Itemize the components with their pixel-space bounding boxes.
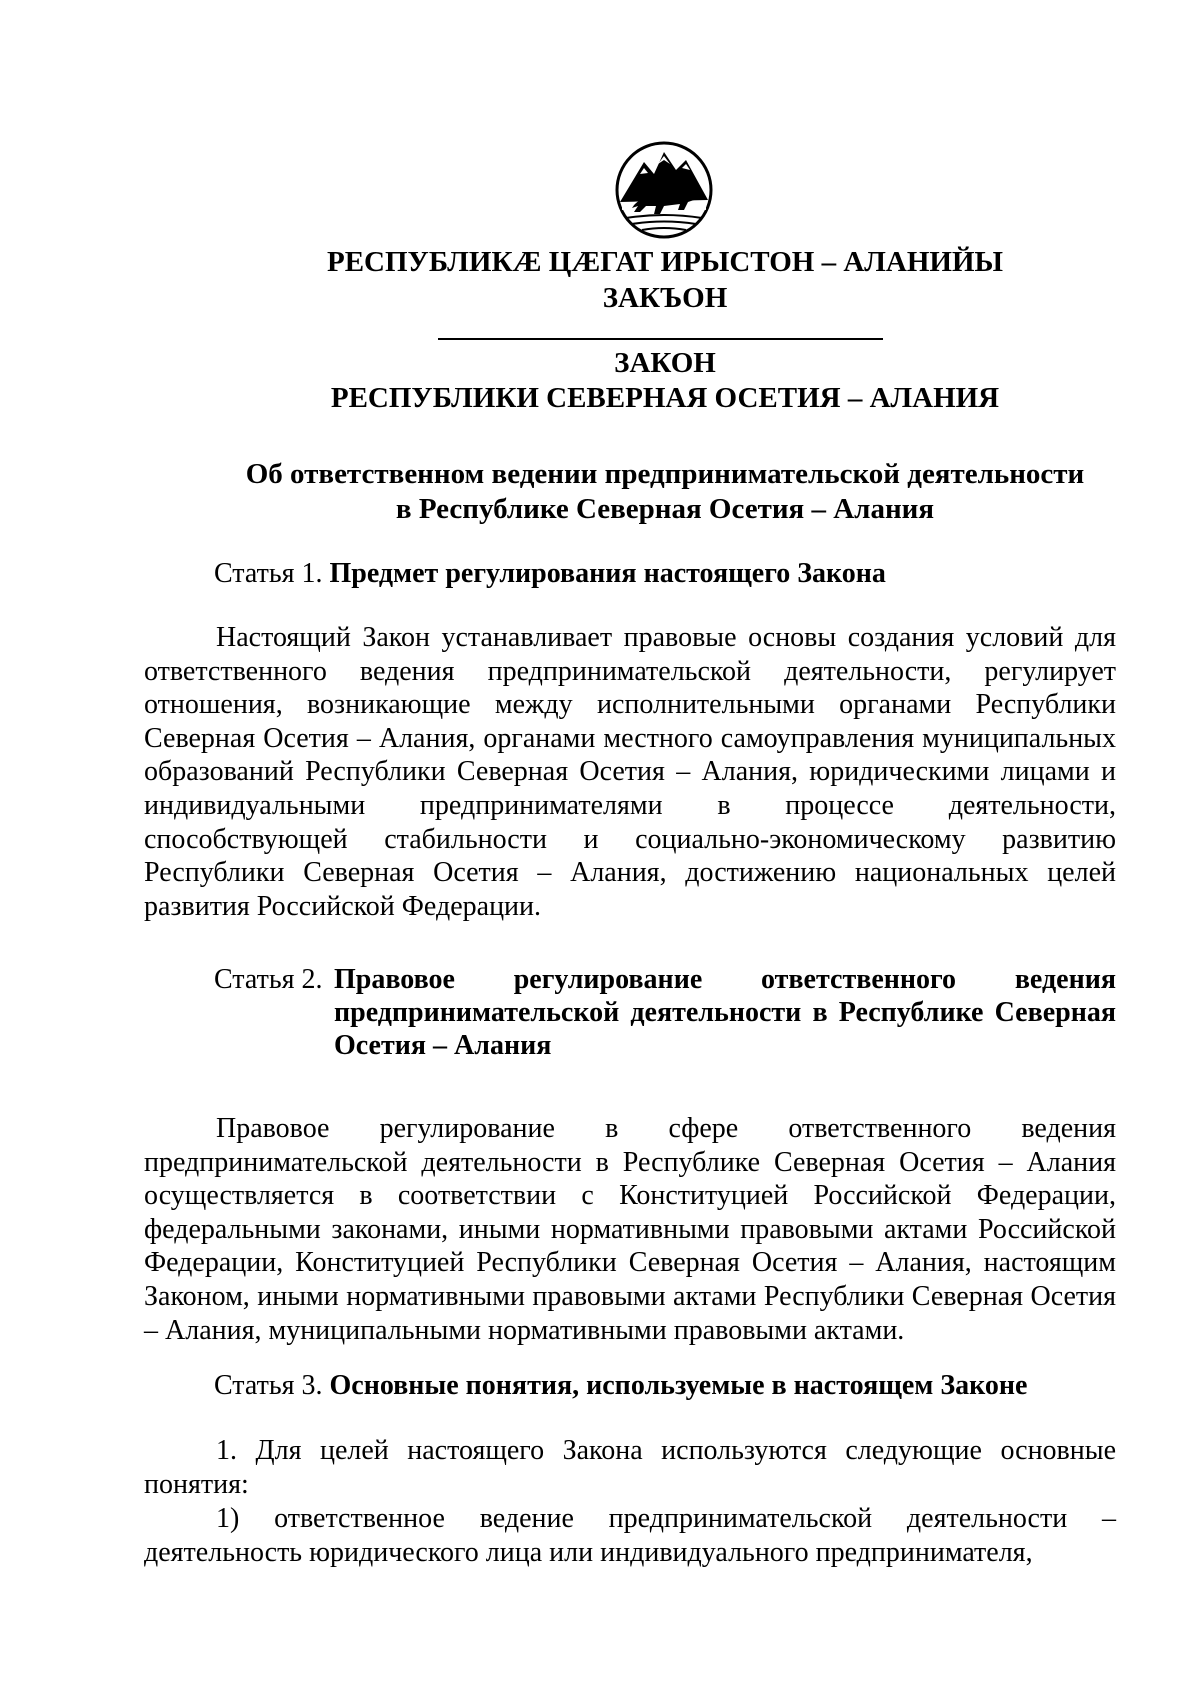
article3-title: Основные понятия, используемые в настоящем Законе <box>329 1370 1028 1401</box>
article1-title: Предмет регулирования настоящего Закона <box>329 558 886 589</box>
ossetian-title-line1: РЕСПУБЛИКÆ ЦÆГАТ ИРЫСТОН – АЛАНИЙЫ <box>327 246 1003 278</box>
article2-label: Статья 2. <box>214 964 323 995</box>
article3-subpoint1: 1) ответственное ведение предпринимательской деятельности – деятельность юридического лица или индивидуального предпринимателя, <box>144 1503 1116 1568</box>
article1-heading <box>214 557 886 590</box>
law-title-line1: Об ответственном ведении предпринимательской деятельности <box>245 458 1085 490</box>
article1-text: Настоящий Закон устанавливает правовые основы создания условий для ответственного ведения предпринимательской деятельности, регулирует отношения, возникающие между исполнительными органами Республики Северная Осетия – Алания, органами местного самоуправления муниципальных образований Республики Северная Осетия – Алания, юридическими лицами и индивидуальными предпринимателями в процессе деятельности, способствующей стабильности и социально-экономическому развитию Республики Северная Осетия – Алания, достижению национальных целей развития Российской Федерации. <box>144 622 1116 922</box>
law-title-line2: в Республике Северная Осетия – Алания <box>395 493 935 525</box>
article2-text: Правовое регулирование в сфере ответственного ведения предпринимательской деятельности в Республике Северная Осетия – Алания осуществляется в соответствии с Конституцией Российской Федерации, федеральными законами, иными нормативными правовыми актами Российской Федерации, Конституцией Республики Северная Осетия – Алания, настоящим Законом, иными нормативными правовыми актами Республики Северная Осетия – Алания, муниципальными нормативными правовыми актами. <box>144 1113 1116 1346</box>
article3-heading <box>214 1369 1027 1402</box>
article3-point1: 1. Для целей настоящего Закона используются следующие основные понятия: <box>144 1435 1116 1500</box>
ossetian-title-line2: ЗАКЪОН <box>602 282 728 314</box>
russian-title-line1: ЗАКОН <box>614 347 716 379</box>
coat-of-arms-icon <box>614 140 714 240</box>
title-divider <box>438 338 883 340</box>
russian-title-line2: РЕСПУБЛИКИ СЕВЕРНАЯ ОСЕТИЯ – АЛАНИЯ <box>330 382 1000 414</box>
article2-title: Правовое регулирование ответственного ведения предпринимательской деятельности в Республике Северная Осетия – Алания <box>334 964 1116 1061</box>
article1-label: Статья 1. <box>214 558 323 589</box>
article3-label: Статья 3. <box>214 1370 323 1401</box>
